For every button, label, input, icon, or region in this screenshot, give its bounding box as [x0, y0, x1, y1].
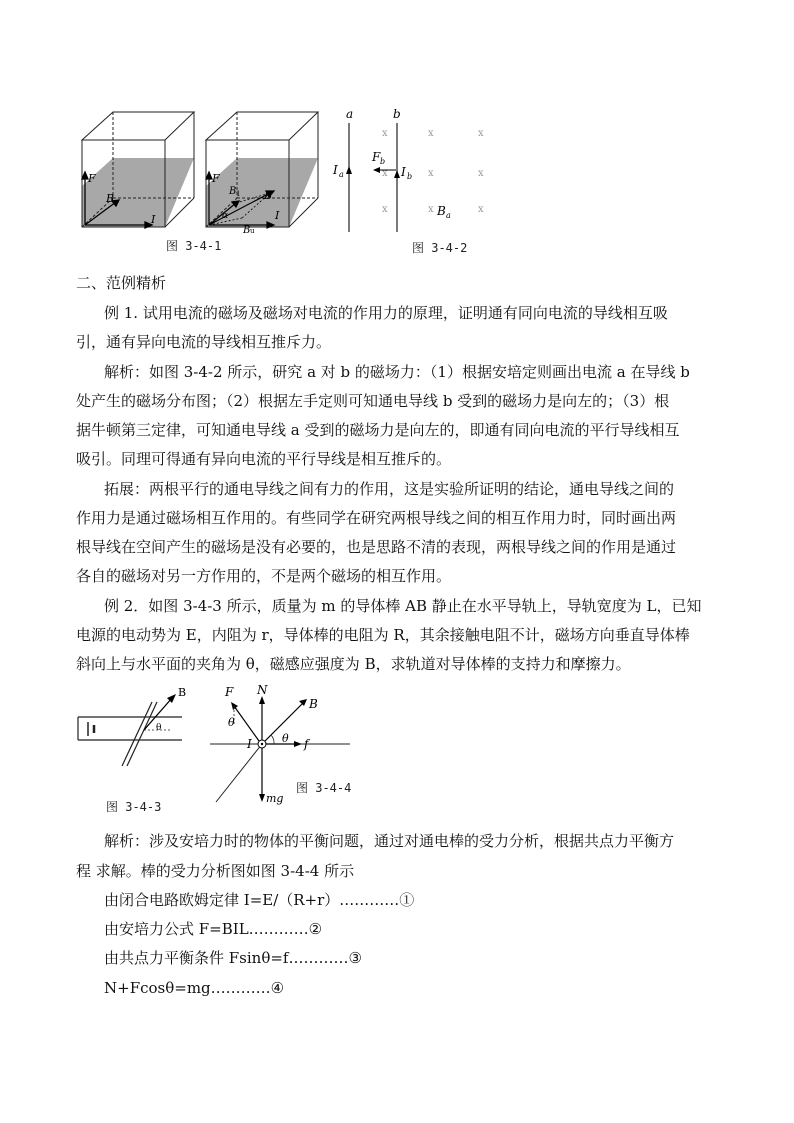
caption-3-4-1: 图 3-4-1 — [166, 239, 222, 253]
label-theta-2: θ — [282, 732, 289, 745]
cube-left-shaded-bottom — [82, 158, 194, 227]
analysis-1-line-4: 吸引。同理可得通有异向电流的平行导线是相互推斥的。 — [76, 450, 452, 468]
conductor-rod — [122, 702, 152, 766]
example-1-line-1: 例 1. 试用电流的磁场及磁场对电流的作用力的原理，证明通有同向电流的导线相互吸 — [104, 304, 668, 322]
label-B: B — [309, 697, 318, 711]
label-Bu: B — [243, 225, 251, 234]
svg-text:x: x — [428, 128, 434, 139]
analysis-1-line-2: 处产生的磁场分布图；（2）根据左手定则可知通电导线 b 受到的磁场力是向左的；（3）根 — [76, 392, 670, 410]
diagonal-line — [216, 744, 262, 802]
cube-left — [82, 112, 194, 227]
label-F: F — [225, 685, 234, 699]
label-Fb: F — [372, 150, 381, 164]
label-Ib: I — [401, 165, 406, 179]
label-Ba-sub: a — [446, 211, 451, 220]
caption-3-4-2: 图 3-4-2 — [412, 241, 468, 255]
label-b: b — [393, 107, 401, 121]
svg-text:x: x — [382, 204, 388, 215]
label-Ba: B — [437, 204, 446, 218]
cube-right — [206, 112, 318, 227]
svg-text:x: x — [382, 128, 388, 139]
caption-3-4-4: 图 3-4-4 — [296, 781, 352, 795]
analysis-1-line-1: 解析：如图 3-4-2 所示，研究 a 对 b 的磁场力：（1）根据安培定则画出电流 a 在导线 b — [104, 363, 690, 381]
label-a: a — [346, 107, 354, 121]
label-Ia-sub: a — [339, 170, 344, 179]
figure-3-4-3 — [72, 684, 196, 776]
label-Fb-sub: b — [380, 157, 386, 166]
label-theta: θ — [156, 723, 162, 733]
label-B: B — [264, 189, 273, 202]
svg-text:x: x — [478, 204, 484, 215]
extension-line-2: 作用力是通过磁场相互作用的。有些同学在研究两根导线之间的相互作用力时，同时画出两 — [76, 509, 677, 527]
caption-3-4-3: 图 3-4-3 — [106, 800, 162, 814]
svg-text:x: x — [478, 168, 484, 179]
svg-text:x: x — [428, 204, 434, 215]
extension-line-3: 根导线在空间产生的磁场是没有必要的，也是思路不清的表现，两根导线之间的作用是通过 — [76, 538, 677, 556]
analysis-2-line-2: 程 求解。棒的受力分析图如图 3-4-4 所示 — [76, 862, 355, 880]
equation-1: 由闭合电路欧姆定律 I=E/（R+r）…………① — [104, 891, 415, 909]
equation-3: 由共点力平衡条件 Fsinθ=f…………③ — [104, 949, 362, 967]
label-F: F — [212, 172, 220, 185]
label-f: f — [304, 737, 309, 751]
current-arrow-a — [346, 166, 352, 174]
label-alpha: α — [222, 211, 229, 221]
label-Ib-sub: b — [407, 172, 413, 181]
label-I: I — [151, 213, 156, 226]
label-I: I — [247, 737, 252, 751]
figure-3-4-1 — [76, 106, 326, 234]
force-F-arrow — [234, 706, 259, 741]
equation-4: N+Fcosθ=mg…………④ — [104, 979, 285, 997]
analysis-2-line-1: 解析：涉及安培力时的物体的平衡问题，通过对通电棒的受力分析，根据共点力平衡方 — [104, 832, 675, 850]
label-B1-sub: 1 — [236, 190, 241, 198]
equation-2: 由安培力公式 F=BIL…………② — [104, 920, 323, 938]
example-2-line-1: 例 2．如图 3-4-3 所示，质量为 m 的导体棒 AB 静止在水平导轨上，导轨宽度为 L，已知 — [104, 597, 702, 615]
label-B: B — [106, 192, 115, 205]
example-2-line-2: 电源的电动势为 E，内阻为 r，导体棒的电阻为 R，其余接触电阻不计，磁场方向垂直导体棒 — [76, 626, 690, 644]
analysis-1-line-3: 据牛顿第三定律，可知通电导线 a 受到的磁场力是向左的，即通有同向电流的平行导线相互 — [76, 421, 680, 439]
example-1-line-2: 引，通有异向电流的导线相互推斥力。 — [76, 333, 332, 351]
svg-text:x: x — [478, 128, 484, 139]
extension-line-1: 拓展：两根平行的通电导线之间有力的作用，这是实验所证明的结论，通电导线之间的 — [104, 480, 675, 498]
label-B: B — [178, 686, 187, 699]
label-Ia: I — [333, 163, 338, 177]
extension-line-4: 各自的磁场对另一方作用的，不是两个磁场的相互作用。 — [76, 567, 452, 585]
label-B1: B — [229, 186, 237, 197]
label-mg: mg — [266, 792, 284, 805]
svg-text:x: x — [382, 168, 388, 179]
label-Bu-sub: u — [250, 227, 255, 234]
label-theta-1: θ — [228, 716, 235, 729]
figure-3-4-2 — [330, 106, 492, 236]
label-F: F — [88, 172, 96, 185]
svg-text:x: x — [428, 168, 434, 179]
label-I: I — [275, 209, 280, 222]
label-N: N — [257, 684, 268, 697]
section-heading: 二、范例精析 — [76, 274, 167, 292]
example-2-line-3: 斜向上与水平面的夹角为 θ，磁感应强度为 B，求轨道对导体棒的支持力和摩擦力。 — [76, 655, 631, 673]
current-arrow-b — [394, 170, 400, 178]
